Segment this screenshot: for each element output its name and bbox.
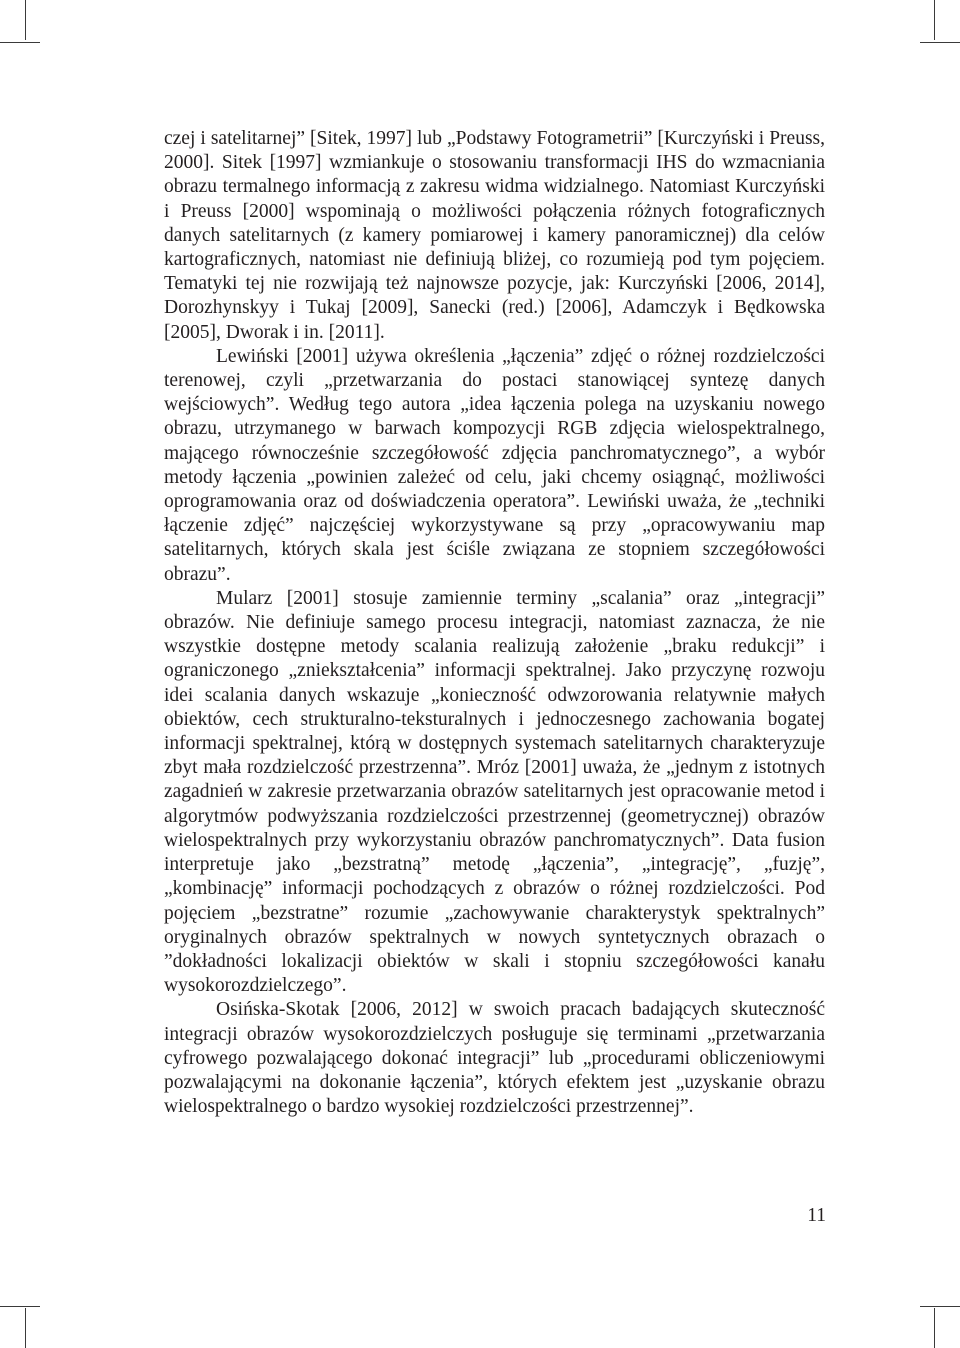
crop-mark-top-left-horizontal <box>0 42 40 43</box>
crop-mark-top-left-vertical <box>25 0 26 40</box>
paragraph-osinska-skotak: Osińska-Skotak [2006, 2012] w swoich pracach badających skuteczność integracji obrazów wysokorozdzielczych posługuje się terminami „przetwarzania cyfrowego pozwalającego dokonać integracji” lub „procedurami obliczeniowymi pozwalającymi na dokonanie łączenia”, których efektem jest „uzyskanie obrazu wielospektralnego o bardzo wysokiej rozdzielczości przestrzennej”. <box>164 999 825 1118</box>
crop-mark-bottom-right-vertical <box>934 1308 935 1348</box>
crop-mark-bottom-left-vertical <box>25 1308 26 1348</box>
crop-mark-bottom-left-horizontal <box>0 1306 40 1307</box>
paragraph-lewinski: Lewiński [2001] używa określenia „łączenia” zdjęć o różnej rozdzielczości terenowej, czyli „przetwarzania do postaci stanowiącej syntezę danych wejściowych”. Według tego autora „idea łączenia polega na uzyskaniu nowego obrazu, utrzymanego w barwach kompozycji RGB zdjęcia wielospektralnego, mającego równocześnie szczegółowość zdjęcia panchromatycznego”, a wybór metody łączenia „powinien zależeć od celu, jaki chcemy osiągnąć, możliwości oprogramowania oraz od doświadczenia operatora”. Lewiński uważa, że „techniki łączenie zdjęć” najczęściej wykorzystywane są przy „opracowywaniu map satelitarnych, których skala jest ściśle związana ze stopniem szczegółowości obrazu”. <box>164 345 825 585</box>
crop-mark-top-right-horizontal <box>920 42 960 43</box>
body-text <box>164 127 825 1119</box>
crop-mark-bottom-right-horizontal <box>920 1306 960 1307</box>
crop-mark-top-right-vertical <box>934 0 935 40</box>
page-number: 11 <box>807 1205 826 1226</box>
paragraph-continued: czej i satelitarnej” [Sitek, 1997] lub „Podstawy Fotogrametrii” [Kurczyński i Preuss, 2000]. Sitek [1997] wzmiankuje o stosowaniu transformacji IHS do wzmacniania obrazu termalnego informacją z zakresu widma widzialnego. Natomiast Kurczyński i Preuss [2000] wspominają o możliwości połączenia różnych fotograficznych danych satelitarnych (z kamery pomiarowej i kamery panoramicznej) dla celów kartograficznych, natomiast nie definiują bliżej, co rozumieją pod tym pojęciem. Tematyki tej nie rozwijają też najnowsze pozycje, jak: Kurczyński [2006, 2014], Dorozhynskyy i Tukaj [2009], Sanecki (red.) [2006], Adamczyk i Będkowska [2005], Dworak i in. [2011]. <box>164 128 825 343</box>
paragraph-mularz: Mularz [2001] stosuje zamiennie terminy „scalania” oraz „integracji” obrazów. Nie definiuje samego procesu integracji, natomiast zaznacza, że nie wszystkie dostępne metody scalania realizują założenie „braku redukcji” i ograniczonego „zniekształcenia” informacji spektralnej. Jako przyczynę rozwoju idei scalania danych wskazuje „konieczność odwzorowania relatywnie małych obiektów, cech strukturalno-teksturalnych i jednoczesnego zachowania bogatej informacji spektralnej, którą w dostępnych systemach satelitarnych charakteryzuje zbyt mała rozdzielczość przestrzenna”. Mróz [2001] uważa, że „jednym z istotnych zagadnień w zakresie przetwarzania obrazów satelitarnych jest opracowanie metod i algorytmów podwyższania rozdzielczości przestrzennej (geometrycznej) obrazów wielospektralnych przy wykorzystaniu obrazów panchromatycznych”. Data fusion interpretuje jako „bezstratną” metodę „łączenia”, „integrację”, „fuzję”, „kombinację” informacji pochodzących z obrazów o różnej rozdzielczości. Pod pojęciem „bezstratne” rozumie „zachowywanie charakterystyk spektralnych” oryginalnych obrazów spektralnych w nowych syntetycznych obrazach o ”dokładności lokalizacji obiektów w skali i stopniu szczegółowości kanału wysokorozdzielczego”. <box>164 587 825 997</box>
